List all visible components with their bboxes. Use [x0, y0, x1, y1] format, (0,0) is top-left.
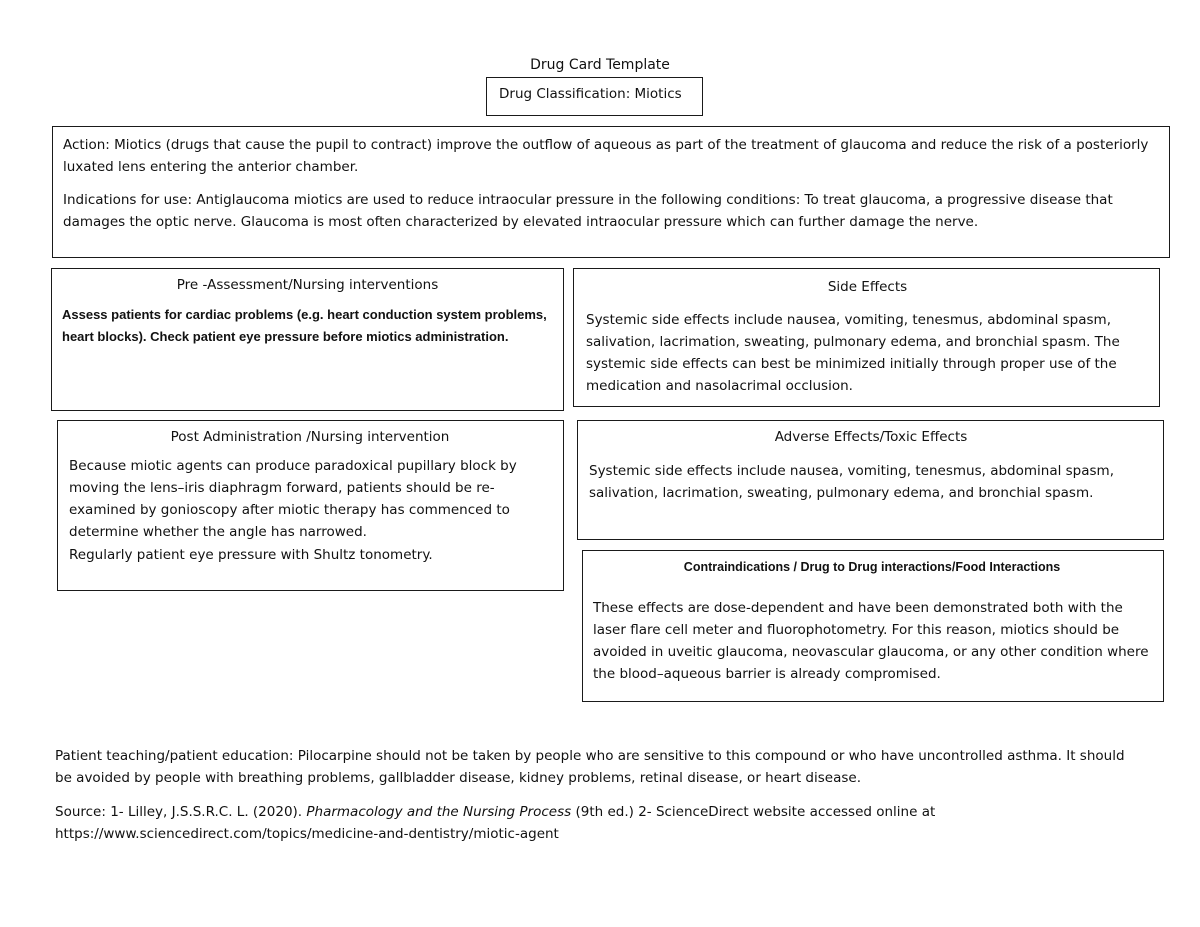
source-book-title: Pharmacology and the Nursing Process [306, 804, 572, 820]
pre-assessment-body: Assess patients for cardiac problems (e.g. heart conduction system problems, heart blocks). Check patient eye pressure before miotics administration. [62, 307, 547, 344]
source-prefix: Source: 1- Lilley, J.S.S.R.C. L. (2020). [55, 804, 303, 820]
source-suffix: (9th ed.) 2- ScienceDirect website accessed online at https://www.sciencedirect.com/topics/medicine-and-dentistry/miotic-agent [55, 804, 936, 842]
page-title: Drug Card Template [530, 57, 670, 73]
adverse-effects-body: Systemic side effects include nausea, vomiting, tenesmus, abdominal spasm, salivation, lacrimation, sweating, pulmonary edema, and bronchial spasm. [589, 463, 1115, 501]
adverse-effects-heading: Adverse Effects/Toxic Effects [774, 429, 968, 445]
patient-teaching [55, 745, 1145, 789]
contraindications-heading: Contraindications / Drug to Drug interactions/Food Interactions [683, 560, 1061, 574]
source-citation [55, 801, 1145, 845]
drug-classification-box [486, 77, 703, 116]
pre-assessment-heading: Pre -Assessment/Nursing interventions [176, 277, 439, 293]
side-effects-box [573, 268, 1160, 407]
adverse-effects-box [577, 420, 1164, 540]
side-effects-heading: Side Effects [827, 279, 908, 295]
post-administration-body: Because miotic agents can produce paradoxical pupillary block by moving the lens–iris diaphragm forward, patients should be re-examined by gonioscopy after miotic therapy has commenced to determine whether the angle has narrowed. [69, 458, 517, 540]
action-text: Action: Miotics (drugs that cause the pupil to contract) improve the outflow of aqueous as part of the treatment of glaucoma and reduce the risk of a posteriorly luxated lens entering the anterior chamber. [63, 137, 1149, 175]
pre-assessment-box [51, 268, 564, 411]
contraindications-body: These effects are dose-dependent and have been demonstrated both with the laser flare cell meter and fluorophotometry. For this reason, miotics should be avoided in uveitic glaucoma, neovascular glaucoma, or any other condition where the blood–aqueous barrier is already compromised. [593, 600, 1149, 682]
drug-classification-text: Drug Classification: Miotics [499, 86, 682, 102]
patient-teaching-text: Patient teaching/patient education: Pilocarpine should not be taken by people who are sensitive to this compound or who have uncontrolled asthma. It should be avoided by people with breathing problems, gallbladder disease, kidney problems, retinal disease, or heart disease. [55, 748, 1125, 786]
indications-text: Indications for use: Antiglaucoma miotics are used to reduce intraocular pressure in the following conditions: To treat glaucoma, a progressive disease that damages the optic nerve. Glaucoma is most often characterized by elevated intraocular pressure which can further damage the nerve. [63, 192, 1113, 230]
post-administration-heading: Post Administration /Nursing intervention [170, 429, 450, 445]
post-administration-note: Regularly patient eye pressure with Shultz tonometry. [69, 547, 433, 563]
contraindications-box [582, 550, 1164, 702]
side-effects-body: Systemic side effects include nausea, vomiting, tenesmus, abdominal spasm, salivation, lacrimation, sweating, pulmonary edema, and bronchial spasm. The systemic side effects can best be minimized initially through proper use of the medication and nasolacrimal occlusion. [586, 312, 1120, 394]
post-administration-box [57, 420, 564, 591]
action-indications-box [52, 126, 1170, 258]
